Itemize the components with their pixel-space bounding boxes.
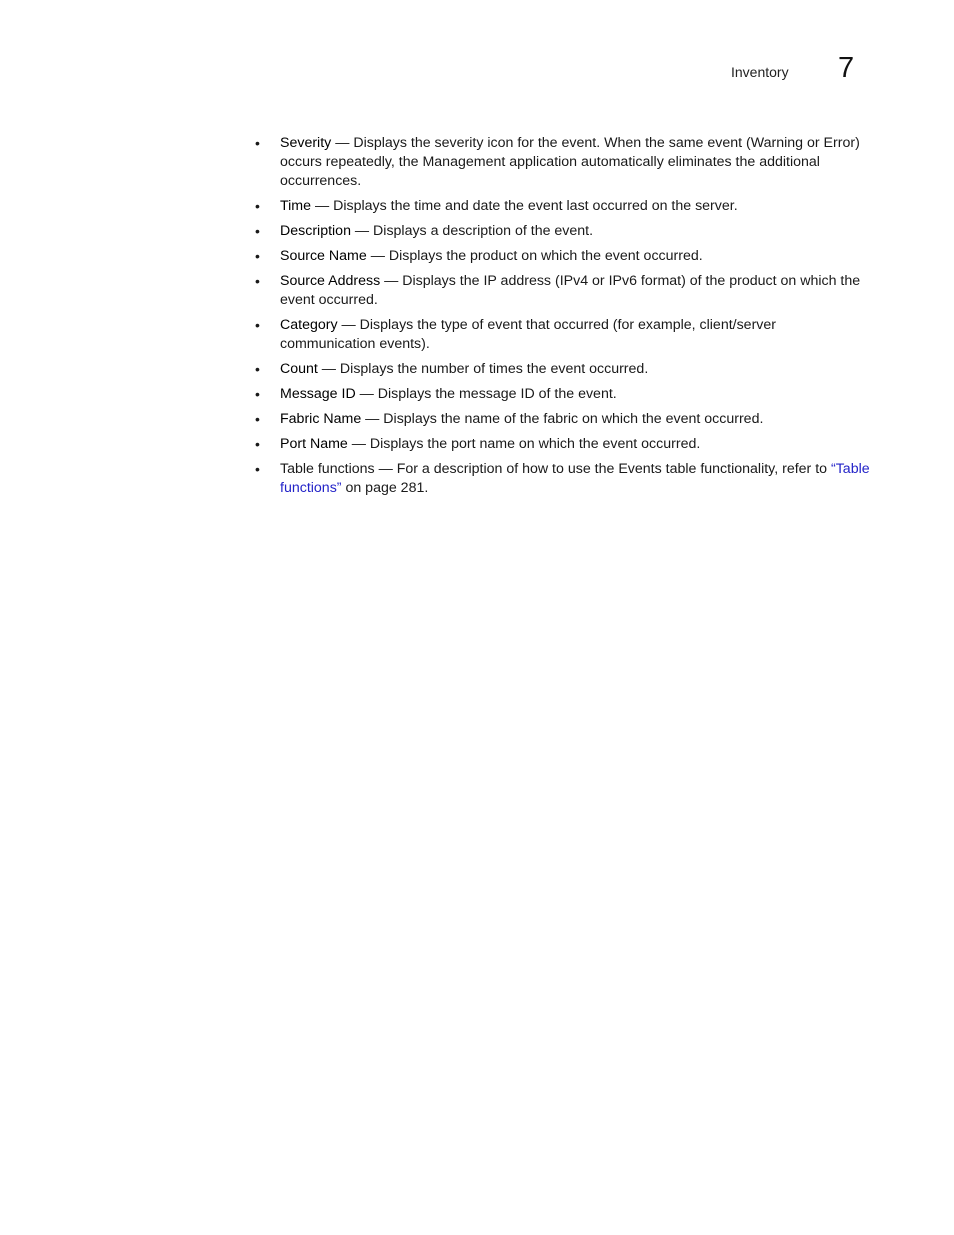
bullet-icon: • (255, 273, 260, 289)
bullet-icon: • (255, 361, 260, 377)
field-term: Time (280, 198, 312, 214)
field-term: Source Name (280, 248, 367, 264)
field-description: — Displays the number of times the event occurred. (317, 361, 649, 377)
document-body (252, 134, 872, 504)
bullet-icon: • (255, 436, 260, 452)
field-description: — Displays the port name on which the event occurred. (347, 436, 701, 452)
field-description-list (252, 134, 872, 498)
field-description: — Displays the product on which the event occurred. (366, 248, 703, 264)
list-item (252, 460, 872, 498)
bullet-icon: • (255, 411, 260, 427)
chapter-number: 7 (838, 52, 855, 84)
field-term: Fabric Name (280, 411, 362, 427)
field-description: — Displays a description of the event. (350, 223, 594, 239)
field-term: Port Name (280, 436, 348, 452)
list-item (252, 435, 872, 454)
field-description: — Displays the type of event that occurred (for example, client/server communication events). (280, 317, 777, 352)
field-term: Category (280, 317, 338, 333)
field-term: Count (280, 361, 318, 377)
list-item (252, 316, 872, 354)
list-item (252, 410, 872, 429)
field-description: — Displays the message ID of the event. (355, 386, 617, 402)
bullet-icon: • (255, 386, 260, 402)
field-description: — Displays the IP address (IPv4 or IPv6 format) of the product on which the event occurred. (280, 273, 861, 308)
bullet-icon: • (255, 223, 260, 239)
bullet-icon: • (255, 248, 260, 264)
table-functions-link[interactable]: “Table functions” (280, 461, 870, 496)
list-item (252, 134, 872, 191)
field-description: — Displays the name of the fabric on which the event occurred. (361, 411, 764, 427)
list-item (252, 222, 872, 241)
list-item (252, 385, 872, 404)
field-term: Severity (280, 135, 332, 151)
bullet-icon: • (255, 198, 260, 214)
list-item (252, 272, 872, 310)
page-reference: on page 281. (341, 480, 429, 496)
list-item (252, 247, 872, 266)
field-description: — Displays the severity icon for the event. When the same event (Warning or Error) occurs repeatedly, the Management application automatically eliminates the additional occurrences. (280, 135, 860, 189)
bullet-icon: • (255, 135, 260, 151)
bullet-icon: • (255, 317, 260, 333)
section-title: Inventory (731, 64, 789, 80)
field-term: Source Address (280, 273, 381, 289)
list-item (252, 197, 872, 216)
field-description: — Displays the time and date the event last occurred on the server. (311, 198, 738, 214)
table-functions-text: Table functions — For a description of how to use the Events table functionality, refer to (280, 461, 831, 477)
bullet-icon: • (255, 461, 260, 477)
list-item (252, 360, 872, 379)
field-term: Description (280, 223, 351, 239)
field-term: Message ID (280, 386, 356, 402)
